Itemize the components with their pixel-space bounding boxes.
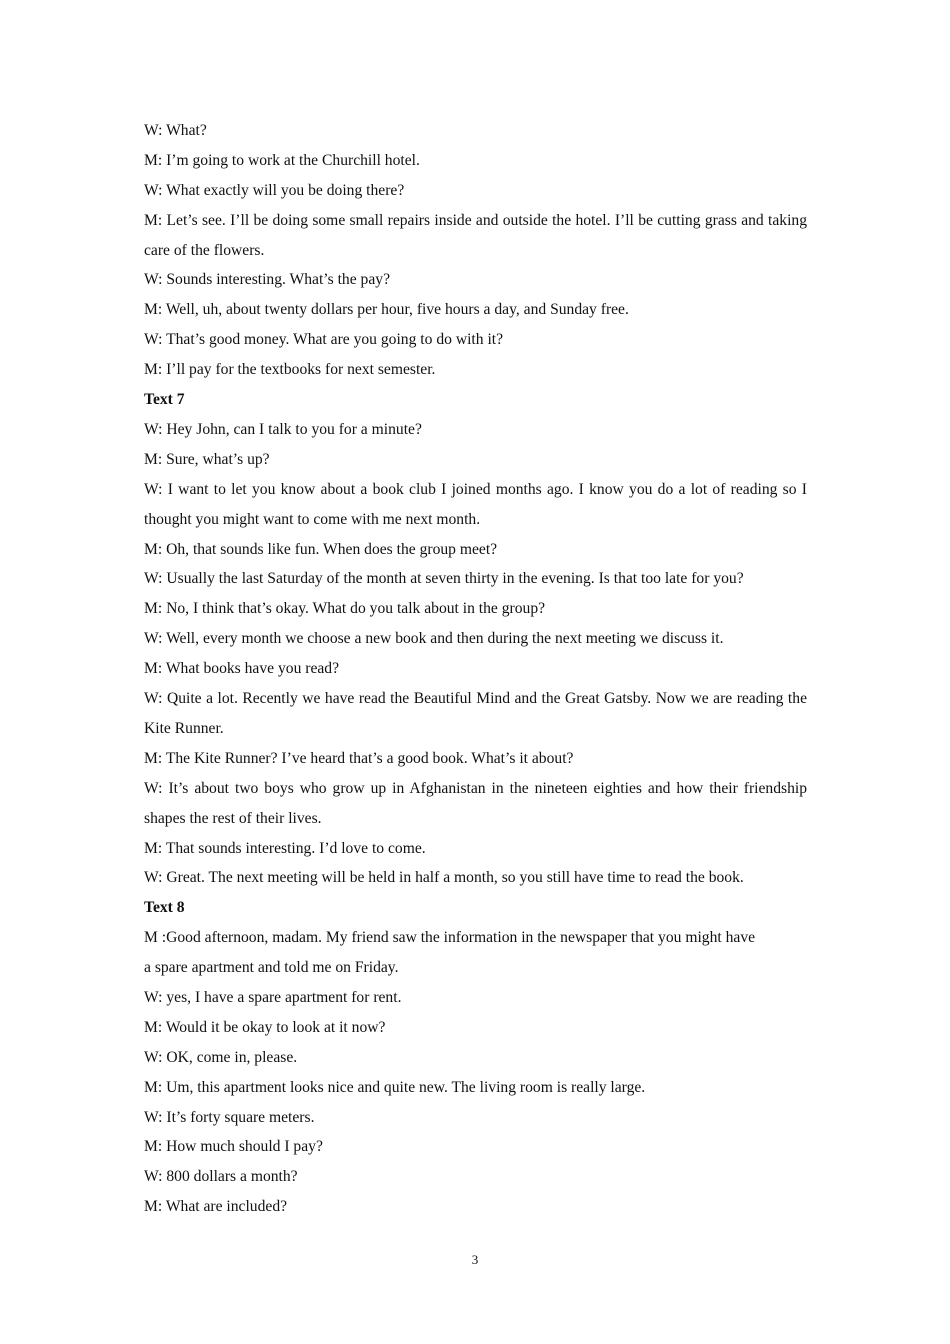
dialogue-line: W: 800 dollars a month? bbox=[144, 1168, 298, 1186]
dialogue-line: W: It’s forty square meters. bbox=[144, 1108, 315, 1126]
dialogue-line: W: Great. The next meeting will be held in half a month, so you still have time to read the book. bbox=[144, 869, 744, 887]
dialogue-line: W: Hey John, can I talk to you for a minute? bbox=[144, 420, 422, 438]
dialogue-line: M: Oh, that sounds like fun. When does the group meet? bbox=[144, 540, 498, 558]
dialogue-line: M: No, I think that’s okay. What do you talk about in the group? bbox=[144, 600, 546, 618]
dialogue-line: M: I’ll pay for the textbooks for next semester. bbox=[144, 361, 436, 379]
dialogue-paragraph: W: I want to let you know about a book club I joined months ago. I know you do a lot of reading so I thought you might want to come with me next month. bbox=[144, 480, 807, 528]
dialogue-line: W: OK, come in, please. bbox=[144, 1048, 298, 1066]
section-heading-text-7: Text 7 bbox=[144, 391, 185, 409]
dialogue-line: a spare apartment and told me on Friday. bbox=[144, 959, 399, 977]
dialogue-line: W: What exactly will you be doing there? bbox=[144, 181, 405, 199]
dialogue-line: W: What? bbox=[144, 122, 207, 139]
dialogue-line: W: Sounds interesting. What’s the pay? bbox=[144, 271, 390, 289]
dialogue-line: W: That’s good money. What are you going to do with it? bbox=[144, 331, 504, 349]
dialogue-line: M: Well, uh, about twenty dollars per hour, five hours a day, and Sunday free. bbox=[144, 301, 629, 319]
dialogue-line: M: Sure, what’s up? bbox=[144, 450, 270, 468]
dialogue-line: M: That sounds interesting. I’d love to come. bbox=[144, 839, 426, 857]
dialogue-paragraph: M: Let’s see. I’ll be doing some small repairs inside and outside the hotel. I’ll be cutting grass and taking care of the flowers. bbox=[144, 211, 807, 259]
section-heading-text-8: Text 8 bbox=[144, 899, 185, 917]
dialogue-line: M: What books have you read? bbox=[144, 660, 340, 678]
dialogue-line: M: Um, this apartment looks nice and quite new. The living room is really large. bbox=[144, 1078, 646, 1096]
dialogue-line: M: How much should I pay? bbox=[144, 1138, 323, 1156]
dialogue-line: W: Usually the last Saturday of the month at seven thirty in the evening. Is that too late for you? bbox=[144, 570, 744, 588]
dialogue-line: M: The Kite Runner? I’ve heard that’s a good book. What’s it about? bbox=[144, 749, 574, 767]
dialogue-line: W: yes, I have a spare apartment for rent. bbox=[144, 988, 402, 1006]
dialogue-paragraph: W: Quite a lot. Recently we have read the Beautiful Mind and the Great Gatsby. Now we are reading the Kite Runner. bbox=[144, 689, 807, 737]
page-number: 3 bbox=[471, 1252, 479, 1267]
dialogue-line: M: What are included? bbox=[144, 1198, 288, 1216]
transcript-body bbox=[144, 116, 807, 1222]
dialogue-paragraph: W: It’s about two boys who grow up in Afghanistan in the nineteen eighties and how their friendship shapes the rest of their lives. bbox=[144, 779, 807, 827]
dialogue-line: M :Good afternoon, madam. My friend saw the information in the newspaper that you might have bbox=[144, 929, 756, 947]
dialogue-line: M: Would it be okay to look at it now? bbox=[144, 1018, 386, 1036]
dialogue-line: M: I’m going to work at the Churchill hotel. bbox=[144, 151, 420, 169]
dialogue-line: W: Well, every month we choose a new book and then during the next meeting we discuss it. bbox=[144, 630, 724, 648]
